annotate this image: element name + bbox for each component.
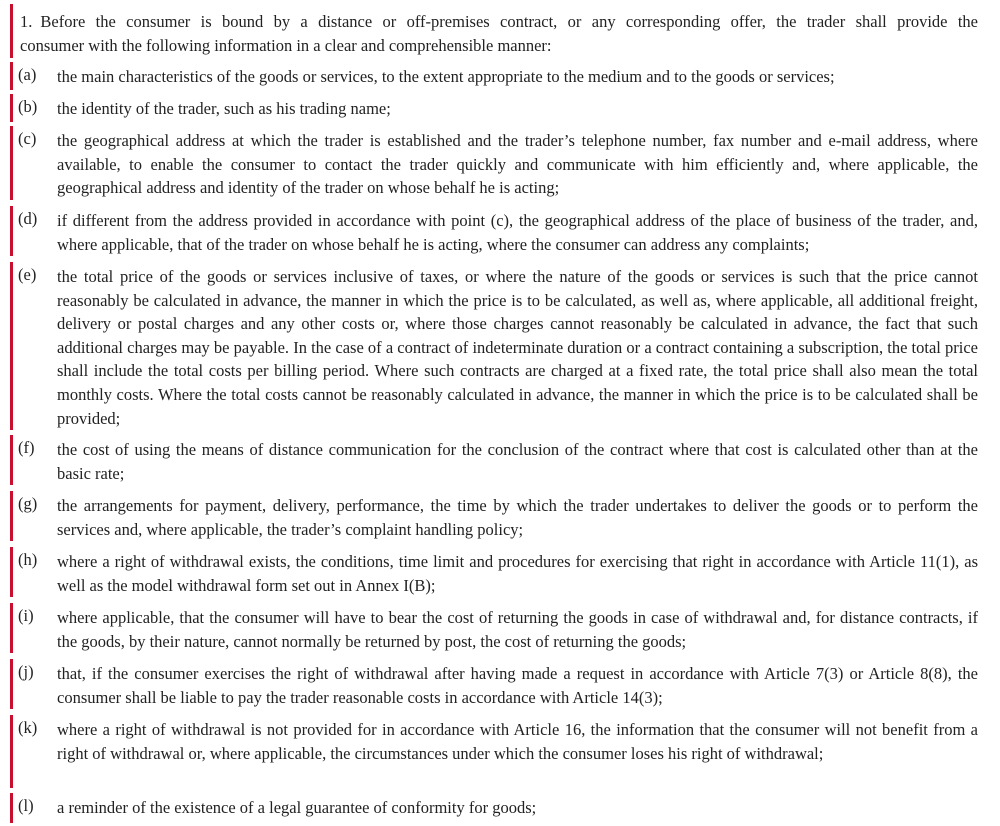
item-text: the main characteristics of the goods or services, to the extent appropriate to the medium and to the goods or services;	[57, 67, 835, 86]
item-text: where applicable, that the consumer will have to bear the cost of returning the goods in case of withdrawal and, for distance contracts, if the goods, by their nature, cannot normally be returned by post, the cost of returning the goods;	[57, 608, 978, 651]
paragraph-number: 1.	[20, 12, 33, 31]
list-item-i	[0, 603, 1000, 653]
red-margin-bar	[10, 126, 13, 200]
item-text: a reminder of the existence of a legal guarantee of conformity for goods;	[57, 798, 537, 817]
item-label: (g)	[18, 494, 38, 513]
intro-paragraph	[0, 4, 1000, 58]
item-text: the identity of the trader, such as his trading name;	[57, 99, 391, 118]
red-margin-bar	[10, 94, 13, 122]
intro-text-line1: Before the consumer is bound by a distance or off-premises contract, or any corresponding offer, the trader shall provide the	[40, 12, 978, 31]
list-item-f	[0, 435, 1000, 485]
item-label: (j)	[18, 662, 34, 681]
list-item-d	[0, 206, 1000, 256]
red-margin-bar	[10, 4, 13, 58]
red-margin-bar	[10, 491, 13, 541]
red-margin-bar	[10, 659, 13, 709]
item-label: (e)	[18, 265, 37, 284]
red-margin-bar	[10, 206, 13, 256]
item-label: (f)	[18, 438, 35, 457]
item-label: (a)	[18, 65, 37, 84]
list-item-g	[0, 491, 1000, 541]
item-label: (b)	[18, 97, 38, 116]
item-label: (c)	[18, 129, 37, 148]
intro-text-line2: consumer with the following information in a clear and comprehensible manner:	[20, 36, 552, 55]
item-label: (d)	[18, 209, 38, 228]
list-item-h	[0, 547, 1000, 597]
red-margin-bar	[10, 547, 13, 597]
item-text: the total price of the goods or services inclusive of taxes, or where the nature of the goods or services is such that the price cannot reasonably be calculated in advance, the manner in which the price is to be calculated, as well as, where applicable, all additional freight, delivery or postal charges and any other costs or, where those charges cannot reasonably be calculated in advance, the fact that such additional charges may be payable. In the case of a contract of indeterminate duration or a contract containing a subscription, the total price shall include the total costs per billing period. Where such contracts are charged at a fixed rate, the total price shall also mean the total monthly costs. Where the total costs cannot be reasonably calculated in advance, the manner in which the price is to be calculated shall be provided;	[57, 267, 978, 428]
red-margin-bar	[10, 435, 13, 485]
item-text: the geographical address at which the trader is established and the trader’s telephone number, fax number and e-mail address, where available, to enable the consumer to contact the trader quickly and communicate with him efficiently and, where applicable, the geographical address and identity of the trader on whose behalf he is acting;	[57, 131, 978, 198]
red-margin-bar	[10, 603, 13, 653]
list-item-l	[0, 793, 1000, 823]
red-margin-bar	[10, 793, 13, 823]
red-margin-bar	[10, 62, 13, 90]
item-text: where a right of withdrawal exists, the conditions, time limit and procedures for exercising that right in accordance with Article 11(1), as well as the model withdrawal form set out in Annex I(B);	[57, 552, 978, 595]
item-text: the arrangements for payment, delivery, performance, the time by which the trader undertakes to deliver the goods or to perform the services and, where applicable, the trader’s complaint handling policy;	[57, 496, 978, 539]
list-item-j	[0, 659, 1000, 709]
red-margin-bar	[10, 715, 13, 788]
item-text: that, if the consumer exercises the right of withdrawal after having made a request in accordance with Article 7(3) or Article 8(8), the consumer shall be liable to pay the trader reasonable costs in accordance with Article 14(3);	[57, 664, 978, 707]
list-item-a	[0, 62, 1000, 90]
list-item-b	[0, 94, 1000, 122]
item-label: (k)	[18, 718, 38, 737]
item-text: where a right of withdrawal is not provided for in accordance with Article 16, the information that the consumer will not benefit from a right of withdrawal or, where applicable, the circumstances under which the consumer loses his right of withdrawal;	[57, 720, 978, 763]
item-label: (h)	[18, 550, 38, 569]
item-label: (i)	[18, 606, 34, 625]
list-item-k	[0, 715, 1000, 788]
red-margin-bar	[10, 262, 13, 430]
item-label: (l)	[18, 796, 34, 815]
item-text: if different from the address provided in accordance with point (c), the geographical address of the place of business of the trader, and, where applicable, that of the trader on whose behalf he is acting, where the consumer can address any complaints;	[57, 211, 978, 254]
list-item-c	[0, 126, 1000, 200]
list-item-e	[0, 262, 1000, 430]
item-text: the cost of using the means of distance communication for the conclusion of the contract where that cost is calculated other than at the basic rate;	[57, 440, 978, 483]
